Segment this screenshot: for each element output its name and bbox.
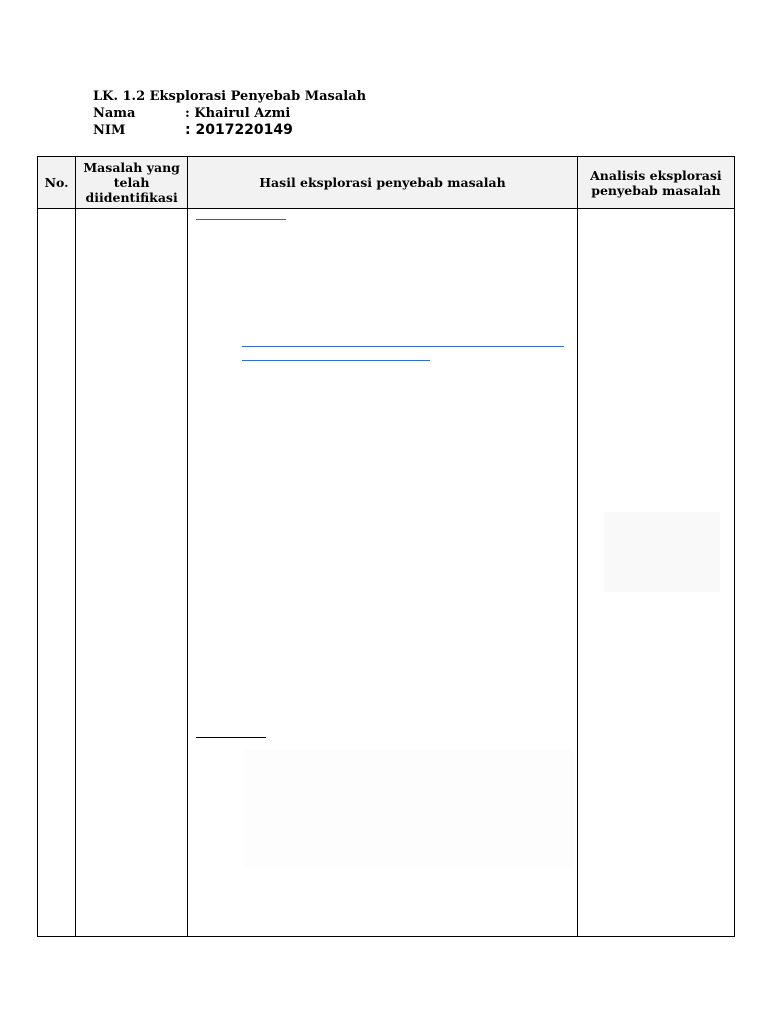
cell-analisis (577, 209, 734, 937)
cell-masalah (76, 209, 188, 937)
cell-hasil (188, 209, 578, 937)
document-title-row (93, 88, 366, 105)
column-header-masalah: Masalah yang telah diidentifikasi (76, 157, 188, 209)
column-header-no: No. (38, 157, 76, 209)
nim-value: : 2017220149 (185, 122, 293, 138)
faint-text-block (244, 749, 574, 869)
nim-label: NIM (93, 123, 126, 138)
document-header (93, 88, 366, 139)
black-underline (196, 737, 266, 738)
table-header-row (38, 157, 735, 209)
table-row (38, 209, 735, 937)
column-header-hasil: Hasil eksplorasi penyebab masalah (188, 157, 578, 209)
faint-mark (604, 512, 720, 592)
link-underline-2 (242, 360, 430, 361)
name-value: : Khairul Azmi (185, 106, 291, 121)
cell-no (38, 209, 76, 937)
red-underline (196, 219, 286, 220)
name-row (93, 105, 366, 122)
name-label: Nama (93, 106, 136, 121)
nim-row (93, 122, 366, 139)
column-header-analisis: Analisis eksplorasi penyebab masalah (577, 157, 734, 209)
document-title: LK. 1.2 Eksplorasi Penyebab Masalah (93, 89, 367, 104)
exploration-table (37, 156, 735, 937)
link-underline-1 (242, 346, 564, 347)
